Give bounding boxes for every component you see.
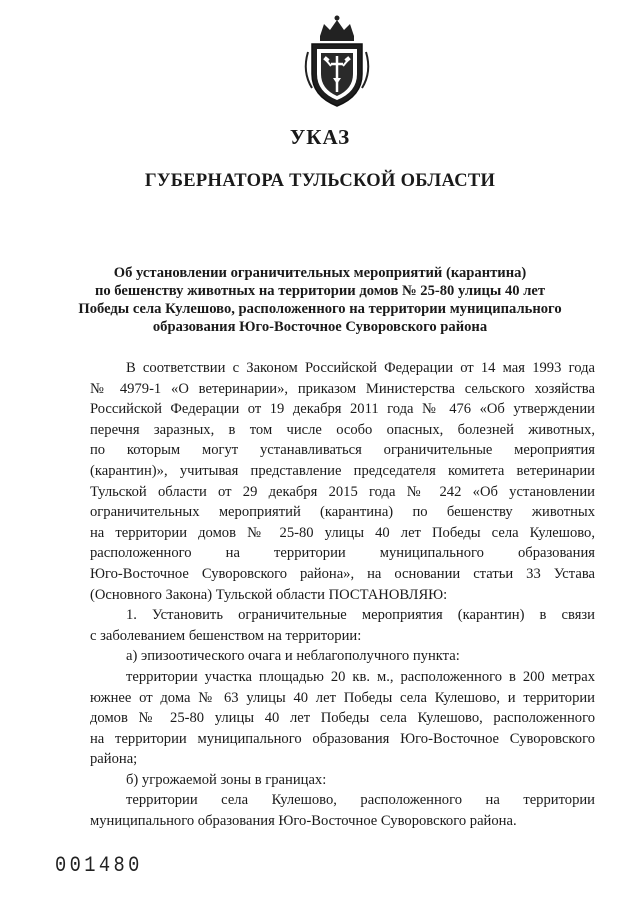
tula-coat-of-arms-icon [298, 12, 376, 110]
document-number: 001480 [55, 853, 143, 878]
body-line: № 4979-1 «О ветеринарии», приказом Министерства сельского хозяйства [90, 380, 595, 397]
body-line: домов № 25-80 улицы 40 лет Победы села Кулешово, расположенного [90, 710, 595, 727]
decree-type-title: УКАЗ [289, 125, 351, 149]
body-line: на территории домов № 25-80 улицы 40 лет Победы села Кулешово, [90, 524, 595, 541]
issuer-title: ГУБЕРНАТОРА ТУЛЬСКОЙ ОБЛАСТИ [144, 171, 496, 191]
body-line: расположенного на территории муниципального образования [90, 545, 595, 562]
decree-body [90, 358, 595, 832]
body-line: Российской Федерации от 19 декабря 2011 года № 476 «Об утверждении [90, 401, 595, 418]
subject-line: по бешенству животных на территории домов № 25-80 улицы 40 лет [94, 283, 546, 299]
body-line: (карантин)», учитывая представление председателя комитета ветеринарии [90, 462, 595, 479]
subject-line: образования Юго-Восточное Суворовского района [152, 319, 488, 335]
body-line: а) эпизоотического очага и неблагополучного пункта: [126, 648, 460, 665]
body-line: территории села Кулешово, расположенного на территории [126, 792, 595, 809]
body-line: перечня заразных, в том числе особо опасных, болезней животных, [90, 421, 595, 438]
body-line: В соответствии с Законом Российской Федерации от 14 мая 1993 года [126, 360, 595, 376]
body-line: ограничительных мероприятий (карантина) по бешенству животных [90, 504, 595, 521]
body-line: на территории муниципального образования Юго-Восточное Суворовского [90, 730, 595, 747]
body-line: по которым могут устанавливаться ограничительные мероприятия [90, 442, 595, 459]
body-line: с заболеванием бешенством на территории: [90, 627, 362, 644]
body-line: б) угрожаемой зоны в границах: [126, 771, 327, 788]
subject-line: Об установлении ограничительных мероприятий (карантина) [113, 265, 527, 281]
body-line: муниципального образования Юго-Восточное Суворовского района. [90, 813, 517, 830]
body-line: района; [90, 751, 138, 768]
body-line: южнее от дома № 63 улицы 40 лет Победы села Кулешово, и территории [90, 689, 595, 706]
body-line: территории участка площадью 20 кв. м., расположенного в 200 метрах [126, 668, 595, 685]
subject-line: Победы села Кулешово, расположенного на территории муниципального [78, 301, 562, 317]
body-line: Тульской области от 29 декабря 2015 года № 242 «Об установлении [90, 483, 595, 500]
body-line: Юго-Восточное Суворовского района», на основании статьи 33 Устава [90, 565, 595, 582]
decree-subject [60, 264, 580, 336]
body-line: (Основного Закона) Тульской области ПОСТАНОВЛЯЮ: [90, 586, 448, 603]
body-line: 1. Установить ограничительные мероприятия (карантин) в связи [126, 607, 595, 624]
